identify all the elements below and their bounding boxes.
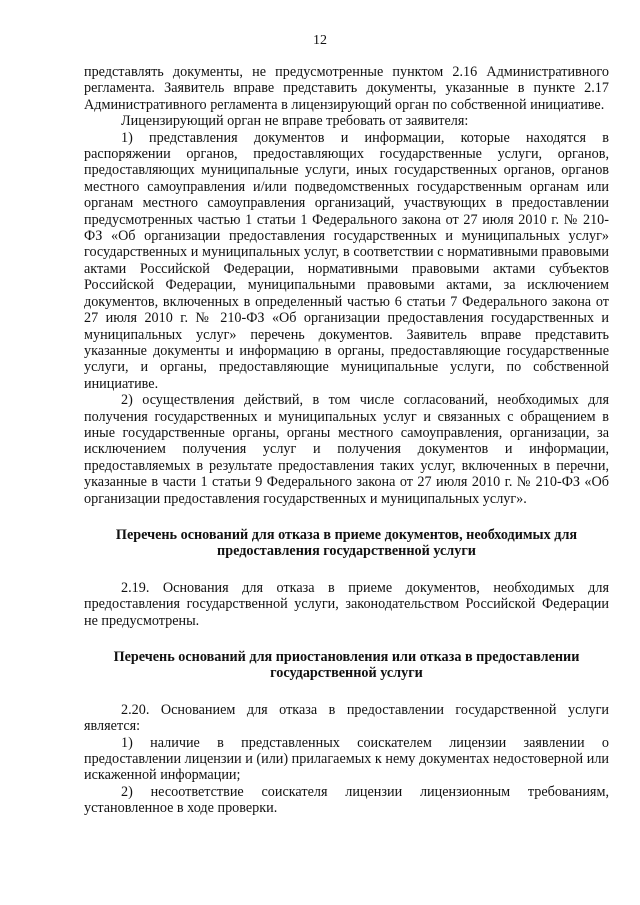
section-heading-refusal-acceptance: Перечень оснований для отказа в приеме документов, необходимых для предоставления государственной услуги bbox=[115, 526, 578, 560]
page-number: 12 bbox=[313, 33, 327, 48]
paragraph-2-20: 2.20. Основанием для отказа в предоставлении государственной услуги является: bbox=[84, 701, 609, 735]
list-item-2-20-2: 2) несоответствие соискателя лицензии лицензионным требованиям, установленное в ходе проверки. bbox=[84, 783, 609, 817]
paragraph-2-19: 2.19. Основания для отказа в приеме документов, необходимых для предоставления государственной услуги, законодательством Российской Федерации не предусмотрены. bbox=[84, 579, 609, 629]
section-heading-suspension-refusal: Перечень оснований для приостановления или отказа в предоставлении государственной услуги bbox=[113, 649, 580, 682]
paragraph-licensing-body-restrictions: Лицензирующий орган не вправе требовать от заявителя: bbox=[121, 113, 469, 130]
paragraph-continuation: представлять документы, не предусмотренные пунктом 2.16 Административного регламента. Заявитель вправе представить документы, указанные в пункте 2.17 Административного регламента в лицензирующий орган по собственной инициативе. bbox=[84, 64, 609, 113]
list-item-2: 2) осуществления действий, в том числе согласований, необходимых для получения государственных и муниципальных услуг и связанных с обращением в иные государственные органы, органы местного самоуправления, организации, за исключением получения услуг и получения документов и информации, предоставляемых в результате предоставления таких услуг, включенных в перечни, указанные в части 1 статьи 9 Федерального закона от 27 июля 2010 г. № 210-ФЗ «Об организации предоставления государственных и муниципальных услуг». bbox=[84, 392, 609, 507]
document-body bbox=[84, 64, 609, 817]
list-item-1: 1) представления документов и информации, которые находятся в распоряжении органов, предоставляющих государственные услуги, органов, предоставляющих муниципальные услуги, иных государственных органов, органов местного самоуправления и/или подведомственных государственным органам или органам местного самоуправления организаций, участвующих в предоставлении предусмотренных частью 1 статьи 1 Федерального закона от 27 июля 2010 г. № 210-ФЗ «Об организации предоставления государственных и муниципальных услуг» государственных и муниципальных услуг, в соответствии с нормативными правовыми актами Российской Федерации, нормативными правовыми актами субъектов Российской Федерации, муниципальными правовыми актами, за исключением документов, включенных в определенный частью 6 статьи 7 Федерального закона от 27 июля 2010 г. № 210-ФЗ «Об организации предоставления государственных и муниципальных услуг» перечень документов. Заявитель вправе представить указанные документы и информацию в органы, предоставляющие государственные услуги, и органы, предоставляющие муниципальные услуги, по собственной инициативе. bbox=[84, 129, 609, 392]
list-item-2-20-1: 1) наличие в представленных соискателем лицензии заявлении о предоставлении лицензии и (или) прилагаемых к нему документах недостоверной или искаженной информации; bbox=[84, 734, 609, 784]
